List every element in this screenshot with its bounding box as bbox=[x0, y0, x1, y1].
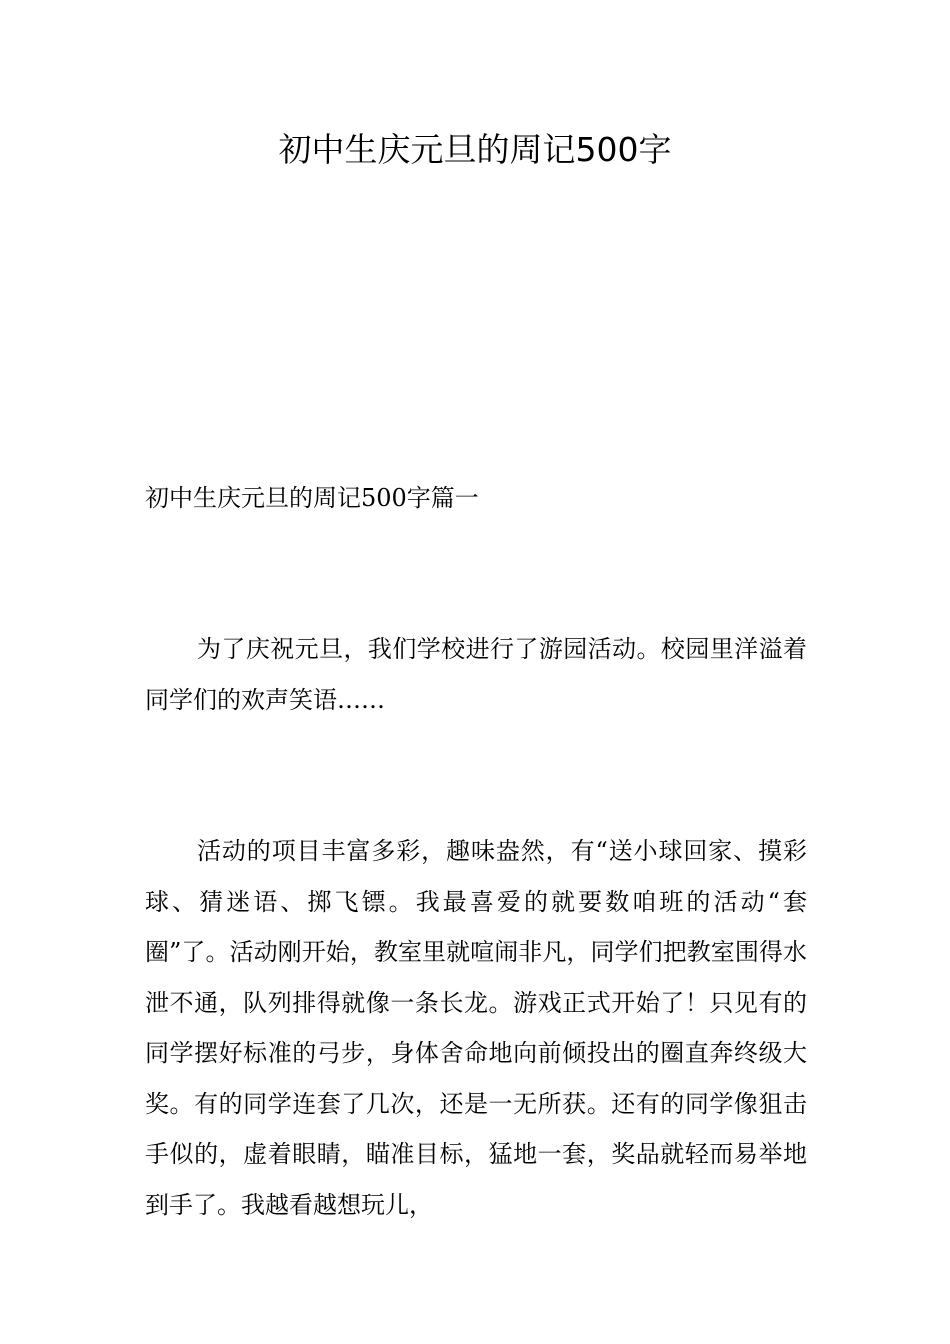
paragraph-2: 活动的项目丰富多彩，趣味盎然，有“送小球回家、摸彩球、猜迷语、掷飞镖。我最喜爱的就要数咱班的活动“套圈”了。活动刚开始，教室里就喧闹非凡，同学们把教室围得水泄不通，队列排得就像一条长龙。游戏正式开始了！只见有的同学摆好标准的弓步，身体舍命地向前倾投出的圈直奔终级大奖。有的同学连套了几次，还是一无所获。还有的同学像狙击手似的，虚着眼睛，瞄准目标，猛地一套，奖品就轻而易举地到手了。我越看越想玩儿， bbox=[145, 837, 807, 1219]
paragraph-1: 为了庆祝元旦，我们学校进行了游园活动。校园里洋溢着同学们的欢声笑语…… bbox=[145, 635, 807, 714]
document-title: 初中生庆元旦的周记500字 bbox=[278, 130, 672, 169]
section-heading: 初中生庆元旦的周记500字篇一 bbox=[145, 484, 479, 512]
